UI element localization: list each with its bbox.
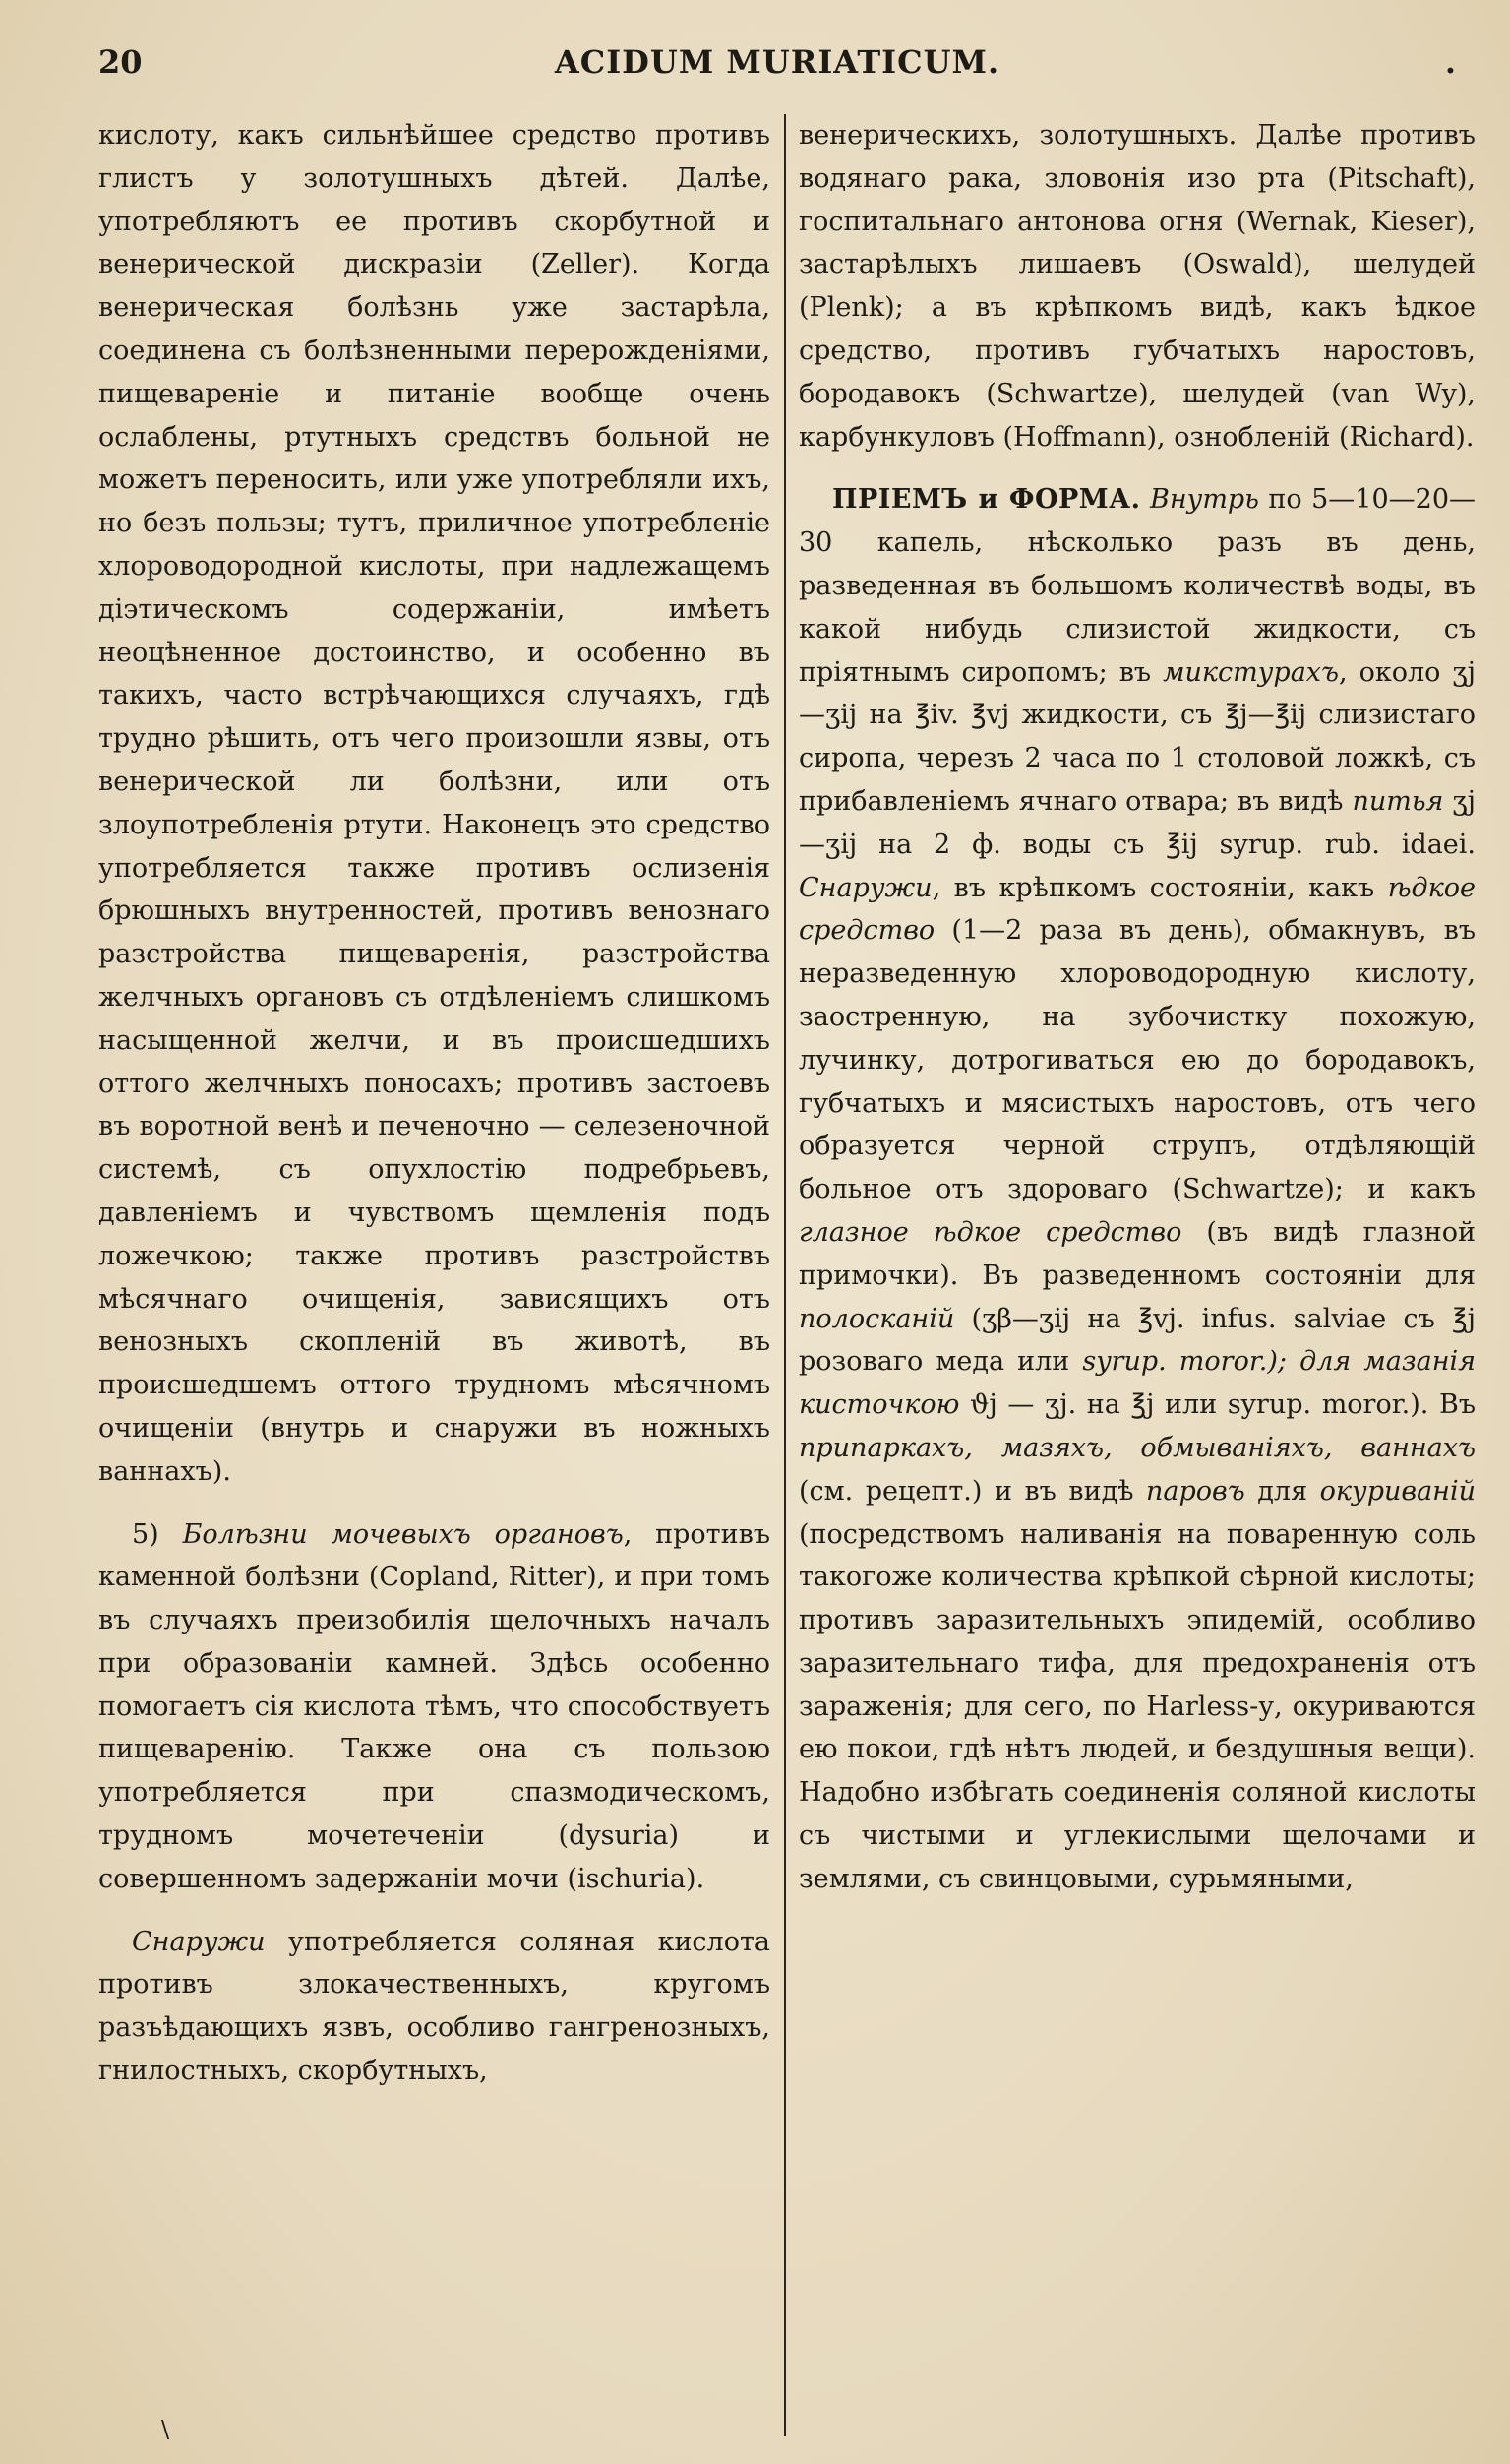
dosage-term: syrup. moror.); для мазанія кисточкою [799, 1346, 1476, 1421]
dosage-text: (см. рецепт.) и въ видѣ [799, 1475, 1147, 1507]
dosage-term: окуриваній [1319, 1475, 1476, 1507]
page-mark: \ [161, 2416, 170, 2443]
left-paragraph-3 [98, 1921, 770, 2093]
left-column [98, 114, 770, 2446]
dosage-text: , въ крѣпкомъ состояніи, какъ [932, 872, 1388, 903]
list-number: 5) [132, 1518, 183, 1550]
right-column [799, 114, 1476, 2446]
section-term-urinary: Болѣзни мочевыхъ органовъ [182, 1518, 624, 1550]
header-dot: . [1444, 43, 1456, 81]
dosage-term: припаркахъ, мазяхъ, обмываніяхъ, ваннахъ [799, 1432, 1476, 1463]
dosage-text: (въ видѣ глазной примочки). Въ разведенномъ состояніи для [799, 1216, 1476, 1291]
dosage-text: для [1244, 1475, 1320, 1507]
dosage-term: питья [1352, 785, 1444, 817]
dosage-term: глазное ѣдкое средство [799, 1216, 1182, 1248]
column-divider [784, 114, 786, 2436]
dosage-term: ѣдкое средство [799, 872, 1476, 947]
page-header [98, 43, 1456, 83]
dosage-term: Снаружи [799, 872, 933, 903]
paragraph-text: употребляется соляная кислота противъ злокачественныхъ, кругомъ разъѣдающихъ язвъ, особливо гангренозныхъ, гнилостныхъ, скорбутныхъ, [98, 1926, 770, 2087]
dosage-term: паровъ [1146, 1475, 1245, 1507]
running-title: ACIDUM MURIATICUM. [554, 43, 1000, 81]
dosage-text: , около ʒj—ʒij на ℥iv. ℥vj жидкости, съ ℥j—℥ij слизистаго сиропа, черезъ 2 часа по 1 столовой ложкѣ, съ прибавленіемъ ячнаго отвара; въ видѣ [799, 656, 1476, 817]
left-paragraph-1: кислоту, какъ сильнѣйшее средство противъ глистъ у золотушныхъ дѣтей. Далѣе, употребляютъ ее противъ скорбутной и венерической дискразіи (Zeller). Когда венерическая болѣзнь уже застарѣла, соединена съ болѣзненными перерожденіями, пищевареніе и питаніе вообще очень ослаблены, ртутныхъ средствъ больной не можетъ переносить, или уже употребляли ихъ, но безъ пользы; тутъ, приличное употребленіе хлороводородной кислоты, при надлежащемъ діэтическомъ содержаніи, имѣетъ неоцѣненное достоинство, и особенно въ такихъ, часто встрѣчающихся случаяхъ, гдѣ трудно рѣшить, отъ чего произошли язвы, отъ венерической ли болѣзни, или отъ злоупотребленія ртути. Наконецъ это средство употребляется также противъ ослизенія брюшныхъ внутренностей, противъ венознаго разстройства пищеваренія, разстройства желчныхъ органовъ съ отдѣленіемъ слишкомъ насыщенной желчи, и въ происшедшихъ оттого желчныхъ поносахъ; противъ застоевъ въ воротной венѣ и печеночно — селезеночной системѣ, съ опухлостію подребрьевъ, давленіемъ и чувствомъ щемленія подъ ложечкою; также противъ разстройствъ мѣсячнаго очищенія, зависящихъ отъ венозныхъ скопленій въ животѣ, въ происшедшемъ оттого трудномъ мѣсячномъ очищеніи (внутрь и снаружи въ ножныхъ ваннахъ). [98, 120, 770, 1487]
dosage-paragraph [799, 478, 1476, 1900]
dosage-term: полосканій [799, 1303, 955, 1334]
dosage-text: по 5—10—20—30 капель, нѣсколько разъ въ день, разведенная въ большомъ количествѣ воды, въ какой нибудь слизистой жидкости, съ пріятнымъ сиропомъ; въ [799, 484, 1476, 688]
dosage-term: Внутрь [1150, 484, 1259, 516]
paragraph-text: , противъ каменной болѣзни (Copland, Ritter), и при томъ въ случаяхъ преизобилія щелочныхъ началъ при образованіи камней. Здѣсь особенно помогаетъ сія кислота тѣмъ, что способствуетъ пищеваренію. Также она съ пользою употребляется при спазмодическомъ, трудномъ мочетеченіи (dysuria) и совершенномъ задержаніи мочи (ischuria). [98, 1518, 770, 1894]
dosage-text: (посредствомъ наливанія на поваренную соль такогоже количества крѣпкой сѣрной кислоты; противъ заразительныхъ эпидемій, особливо заразительнаго тифа, для предохраненія отъ зараженія; для сего, по Harless-у, окуриваются ею покои, гдѣ нѣтъ людей, и бездушныя вещи). Надобно избѣгать соединенія соляной кислоты съ чистыми и углекислыми щелочами и землями, съ свинцовыми, сурьмяными, [799, 1518, 1476, 1894]
page-number: 20 [98, 43, 143, 81]
dosage-text: (1—2 раза въ день), обмакнувъ, въ неразведенную хлороводородную кислоту, заостренную, на зубочистку похожую, лучинку, дотрогиваться ею до бородавокъ, губчатыхъ и мясистыхъ наростовъ, отъ чего образуется черной струпъ, отдѣляющій больное отъ здороваго (Schwartze); и какъ [799, 915, 1476, 1205]
right-paragraph-1: венерическихъ, золотушныхъ. Далѣе противъ водянаго рака, зловонія изо рта (Pitschaft), госпитальнаго антонова огня (Wernak, Kieser), застарѣлыхъ лишаевъ (Oswald), шелудей (Plenk); а въ крѣпкомъ видѣ, какъ ѣдкое средство, противъ губчатыхъ наростовъ, бородавокъ (Schwartze), шелудей (van Wy), карбункуловъ (Hoffmann), ознобленій (Richard). [799, 120, 1476, 453]
dosage-text: (ʒβ—ʒij на ℥vj. infus. salviae съ ℥j розоваго меда или [799, 1303, 1476, 1378]
dosage-text: ʒj—ʒij на 2 ф. воды съ ℥ij syrup. rub. idaei. [799, 785, 1476, 860]
dosage-text: ϑj — ʒj. на ℥j или syrup. moror.). Въ [959, 1389, 1476, 1421]
dosage-term: микстурахъ [1163, 656, 1340, 688]
section-term-external: Снаружи [132, 1926, 266, 1957]
left-paragraph-2 [98, 1513, 770, 1901]
dosage-heading: ПРІЕМЪ и ФОРМА. [832, 484, 1141, 516]
